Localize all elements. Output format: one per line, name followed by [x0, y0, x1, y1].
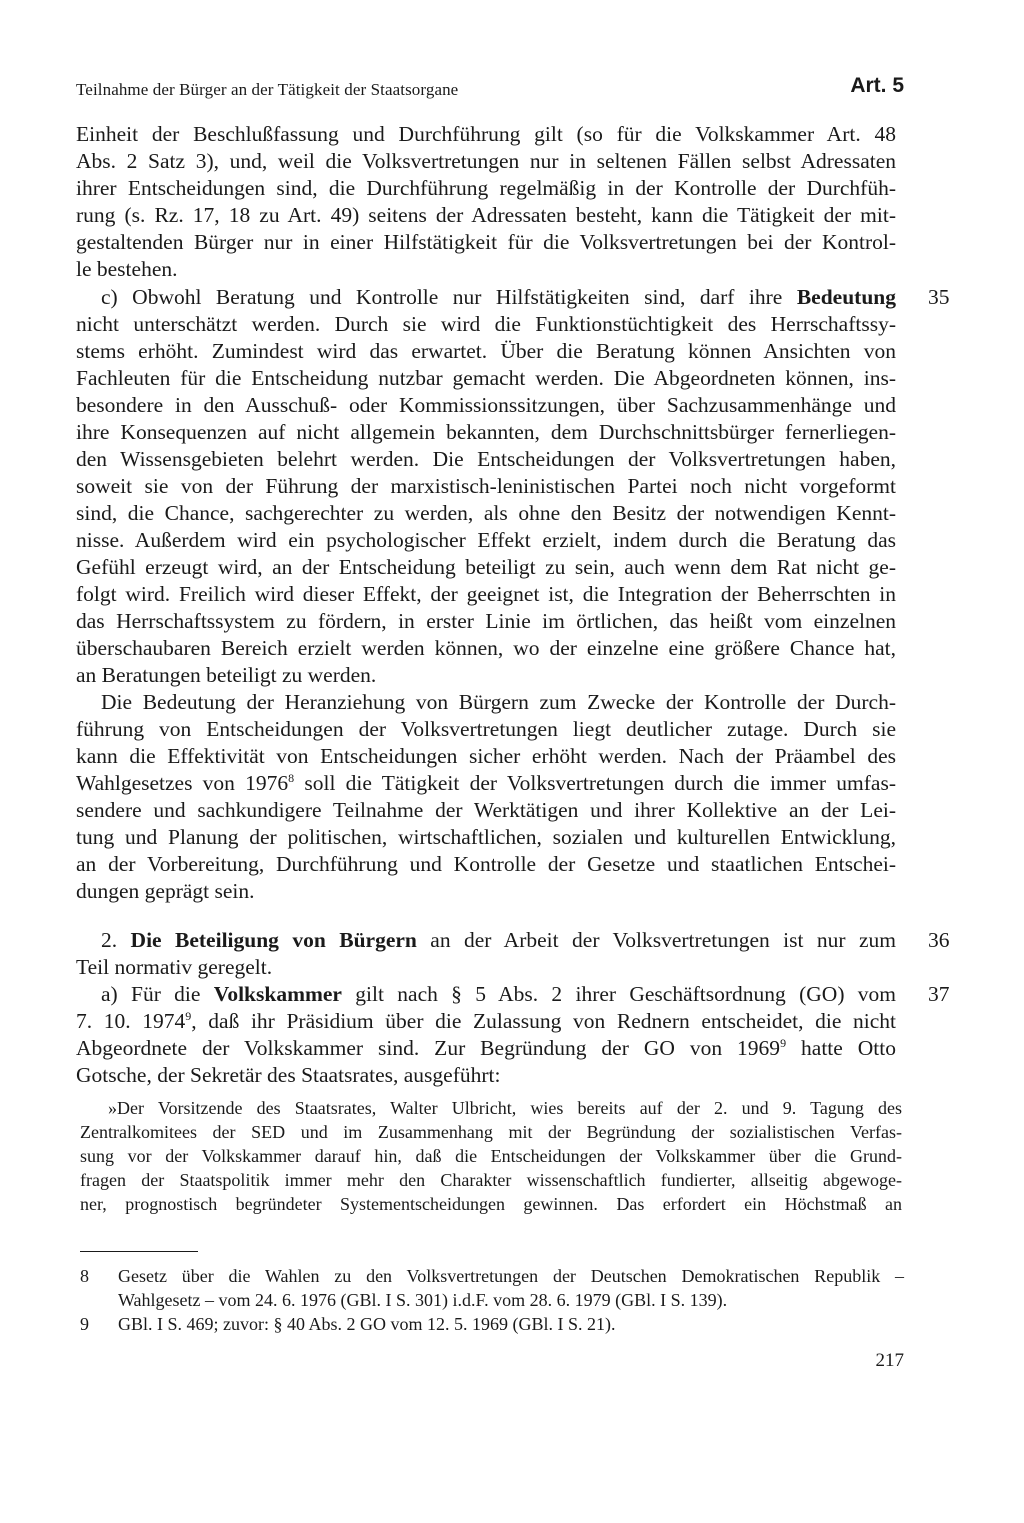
text-line: Gefühl erzeugt wird, an der Entscheidung beteiligt zu sein, auch wenn dem Rat nicht ge- [76, 555, 896, 579]
text-run: a) Für die [101, 982, 201, 1006]
text-run: an der Arbeit der Volksvertretungen ist nur zum [430, 928, 896, 952]
text-line: Gotsche, der Sekretär des Staatsrates, ausgeführt: [76, 1063, 501, 1087]
text-line: Fachleuten für die Entscheidung nutzbar gemacht werden. Die Abgeordneten können, ins- [76, 366, 896, 390]
text-line: besondere in den Ausschuß- oder Kommissionssitzungen, über Sachzusammenhänge und [76, 393, 896, 417]
article-label: Art. 5 [850, 74, 904, 97]
quote-line: fragen der Staatspolitik immer mehr den Charakter wissenschaftlich fundierter, allseitig abgewoge- [80, 1170, 902, 1190]
footnote-8 [80, 1264, 904, 1288]
section-heading: Die Beteiligung von Bürgern [130, 928, 417, 952]
text-run: 7. 10. 1974 [76, 1009, 186, 1033]
text-line [76, 981, 896, 1007]
running-head [76, 74, 904, 104]
text-run: , daß ihr Präsidium über die Zulassung von Rednern entscheidet, die nicht [191, 1009, 896, 1033]
text-line: gestaltenden Bürger nur in einer Hilfstätigkeit für die Volksvertretungen bei der Kontrol- [76, 230, 896, 254]
text-line: stems erhöht. Zumindest wird das erwartet. Über die Beratung können Ansichten von [76, 339, 896, 363]
footnote-text: Gesetz über die Wahlen zu den Volksvertretungen der Deutschen Demokratischen Republik – [118, 1266, 904, 1286]
text-line: Die Bedeutung der Heranziehung von Bürgern zum Zwecke der Kontrolle der Durch- [101, 690, 896, 714]
running-title: Teilnahme der Bürger an der Tätigkeit der Staatsorgane [76, 80, 459, 99]
footnote-number: 9 [80, 1314, 89, 1334]
footnote-9 [80, 1312, 904, 1336]
text-line: führung von Entscheidungen der Volksvertretungen liegt deutlicher zutage. Durch sie [76, 717, 896, 741]
text-line: sind, die Chance, sachgerechter zu werden, als ohne den Besitz der notwendigen Kennt- [76, 501, 896, 525]
text-line: Abs. 2 Satz 3), und, weil die Volksvertretungen nur in seltenen Fällen selbst Adressaten [76, 149, 896, 173]
margin-number: 35 [928, 285, 950, 309]
text-line: überschaubaren Bereich erzielt werden können, wo der einzelne eine größere Chance hat, [76, 636, 896, 660]
footnote-text: GBl. I S. 469; zuvor: § 40 Abs. 2 GO vom 12. 5. 1969 (GBl. I S. 21). [118, 1314, 616, 1334]
footnote-ref: 8 [288, 770, 295, 785]
text-line: an der Vorbereitung, Durchführung und Kontrolle der Gesetze und staatlichen Entschei- [76, 852, 896, 876]
text-line: ihrer Entscheidungen sind, die Durchführung regelmäßig in der Kontrolle der Durchfüh- [76, 176, 896, 200]
footnote-ref: 9 [185, 1008, 192, 1023]
margin-number: 37 [928, 982, 950, 1006]
text-line: das Herrschaftssystem zu fördern, in erster Linie im örtlichen, das heißt vom einzelnen [76, 609, 896, 633]
text-line: nisse. Außerdem wird ein psychologischer Effekt erzielt, indem durch die Beratung das [76, 528, 896, 552]
margin-number: 36 [928, 928, 950, 952]
text-line: nicht unterschätzt werden. Durch sie wird die Funktionstüchtigkeit des Herrschaftssy- [76, 312, 896, 336]
text-line [76, 1008, 896, 1034]
section-number: 2. [101, 928, 118, 952]
text-line: soweit sie von der Führung der marxistisch-leninistischen Partei noch nicht vorgeformt [76, 474, 896, 498]
text-run: gilt nach § 5 Abs. 2 ihrer Geschäftsordnung (GO) vom [355, 982, 897, 1006]
footnote-8-continued: Wahlgesetz – vom 24. 6. 1976 (GBl. I S. 301) i.d.F. vom 28. 6. 1979 (GBl. I S. 139). [118, 1290, 728, 1310]
page-number: 217 [875, 1350, 904, 1371]
text-line: folgt wird. Freilich wird dieser Effekt, der geeignet ist, die Integration der Beherrschten in [76, 582, 896, 606]
keyword-bedeutung: Bedeutung [796, 285, 896, 309]
quote-line: Zentralkomitees der SED und im Zusammenhang mit der Begründung der sozialistischen Verfas- [80, 1122, 902, 1142]
text-line: sendere und sachkundigere Teilnahme der Werktätigen und ihrer Kollektive an der Lei- [76, 798, 896, 822]
text-line: Einheit der Beschlußfassung und Durchführung gilt (so für die Volkskammer Art. 48 [76, 122, 896, 146]
text-line [76, 284, 896, 310]
quote-line: »Der Vorsitzende des Staatsrates, Walter Ulbricht, wies bereits auf der 2. und 9. Tagung des [108, 1098, 902, 1118]
text-line: an Beratungen beteiligt zu werden. [76, 663, 377, 687]
quote-line: sung vor der Volkskammer darauf hin, daß die Entscheidungen der Volkskammer über die Grund- [80, 1146, 902, 1166]
text-line: den Wissensgebieten belehrt werden. Die Entscheidungen der Volksvertretungen haben, [76, 447, 896, 471]
text-run: Wahlgesetzes von 1976 [76, 771, 289, 795]
text-run: hatte Otto [801, 1036, 896, 1060]
text-line: ihre Konsequenzen auf nicht allgemein bekannten, dem Durchschnittsbürger fernerliegen- [76, 420, 896, 444]
text-line: tung und Planung der politischen, wirtschaftlichen, sozialen und kulturellen Entwicklung, [76, 825, 896, 849]
footnote-separator [80, 1251, 198, 1252]
footnote-ref: 9 [780, 1035, 787, 1050]
keyword-volkskammer: Volkskammer [213, 982, 342, 1006]
text-line: kann die Effektivität von Entscheidungen sicher erhöht werden. Nach der Präambel des [76, 744, 896, 768]
text-run: Abgeordnete der Volkskammer sind. Zur Begründung der GO von 1969 [76, 1036, 781, 1060]
text-line [76, 927, 896, 953]
text-line: dungen geprägt sein. [76, 879, 255, 903]
text-line: rung (s. Rz. 17, 18 zu Art. 49) seitens der Adressaten besteht, kann die Tätigkeit der mit- [76, 203, 896, 227]
text-line: le bestehen. [76, 257, 178, 281]
quote-line: ner, prognostisch begründeter Systementscheidungen gewinnen. Das erfordert ein Höchstmaß an [80, 1194, 902, 1214]
text-run: soll die Tätigkeit der Volksvertretungen durch die immer umfas- [304, 771, 897, 795]
text-line [76, 1035, 896, 1061]
text-run: c) Obwohl Beratung und Kontrolle nur Hilfstätigkeiten sind, darf ihre [101, 285, 783, 309]
footnote-number: 8 [80, 1266, 89, 1286]
text-line [76, 770, 896, 796]
text-line: Teil normativ geregelt. [76, 955, 273, 979]
